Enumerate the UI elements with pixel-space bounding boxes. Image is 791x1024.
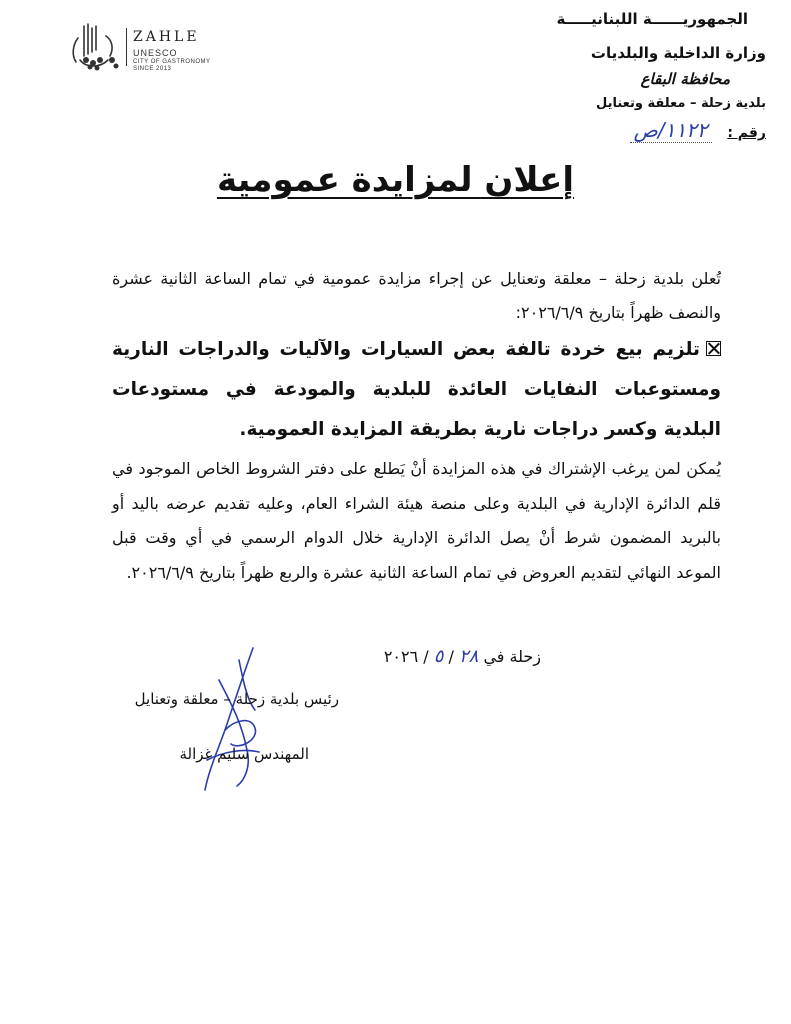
- header-ministry: وزارة الداخلية والبلديات: [590, 44, 766, 62]
- handwritten-signature-icon: [195, 640, 275, 800]
- header-municipality: بلدية زحلة – معلقة وتعنايل: [595, 96, 766, 111]
- date-separator-2: /: [418, 647, 434, 666]
- auction-item-text: تلزيم بيع خردة تالفة بعض السيارات والآليات والدراجات النارية ومستوعبات النفايات العائدة للبلدية والمودعة في مستودعات البلدية وكسر دراجات نارية بطريقة المزايدة العمومية.: [112, 339, 721, 440]
- zahle-logo: [66, 16, 236, 76]
- logo-divider: [126, 28, 127, 66]
- header-reference: [630, 118, 766, 142]
- announcement-title: [0, 160, 791, 200]
- date-month: ٥: [433, 646, 444, 667]
- logo-name: ZAHLE: [133, 29, 200, 45]
- auction-item: [112, 330, 721, 450]
- reference-label: رقم :: [727, 125, 766, 141]
- logo-since: SINCE 2013: [133, 66, 172, 72]
- logo-city-of-gastronomy: CITY OF GASTRONOMY: [133, 59, 211, 65]
- checked-box-icon: [706, 341, 721, 356]
- header-country: الجمهوريــــــة اللبنانيـــــة: [556, 10, 748, 28]
- reference-number: ١١٢٢/ص: [630, 118, 712, 143]
- signatory-name: المهندس سليم غزالة: [179, 745, 309, 763]
- terms-paragraph: يُمكن لمن يرغب الإشتراك في هذه المزايدة أنْ يَطلع على دفتر الشروط الخاص الموجود في قلم الدائرة الإدارية في البلدية وعلى منصة هيئة الشراء العام، وعليه تقديم عرضه باليد أو بالبريد المضمون شرط أنْ يصل الدائرة الإدارية خلال الدوام الرسمي في أي وقت قبل الموعد النهائي لتقديم العروض في تمام الساعة الثانية عشرة والربع ظهراً بتاريخ ٢٠٢٦/٦/٩.: [112, 459, 721, 582]
- date-day: ٢٨: [459, 646, 479, 667]
- date-separator-1: /: [443, 647, 459, 666]
- zahle-grapes-logo-icon: [66, 16, 124, 74]
- date-prefix: زحلة في: [483, 647, 541, 666]
- intro-paragraph: تُعلن بلدية زحلة – معلقة وتعنايل عن إجراء مزايدة عمومية في تمام الساعة الثانية عشرة والنصف ظهراً بتاريخ ٢٠٢٦/٦/٩:: [112, 269, 721, 322]
- title-text: إعلان لمزايدة عمومية: [216, 160, 575, 200]
- date-year: ٢٠٢٦: [383, 647, 419, 666]
- date-line: [384, 646, 541, 667]
- logo-unesco: UNESCO: [133, 48, 178, 58]
- signatory-title: رئيس بلدية زحلة – معلقة وتعنايل: [134, 690, 339, 708]
- header-governorate: محافظة البقاع: [640, 70, 730, 88]
